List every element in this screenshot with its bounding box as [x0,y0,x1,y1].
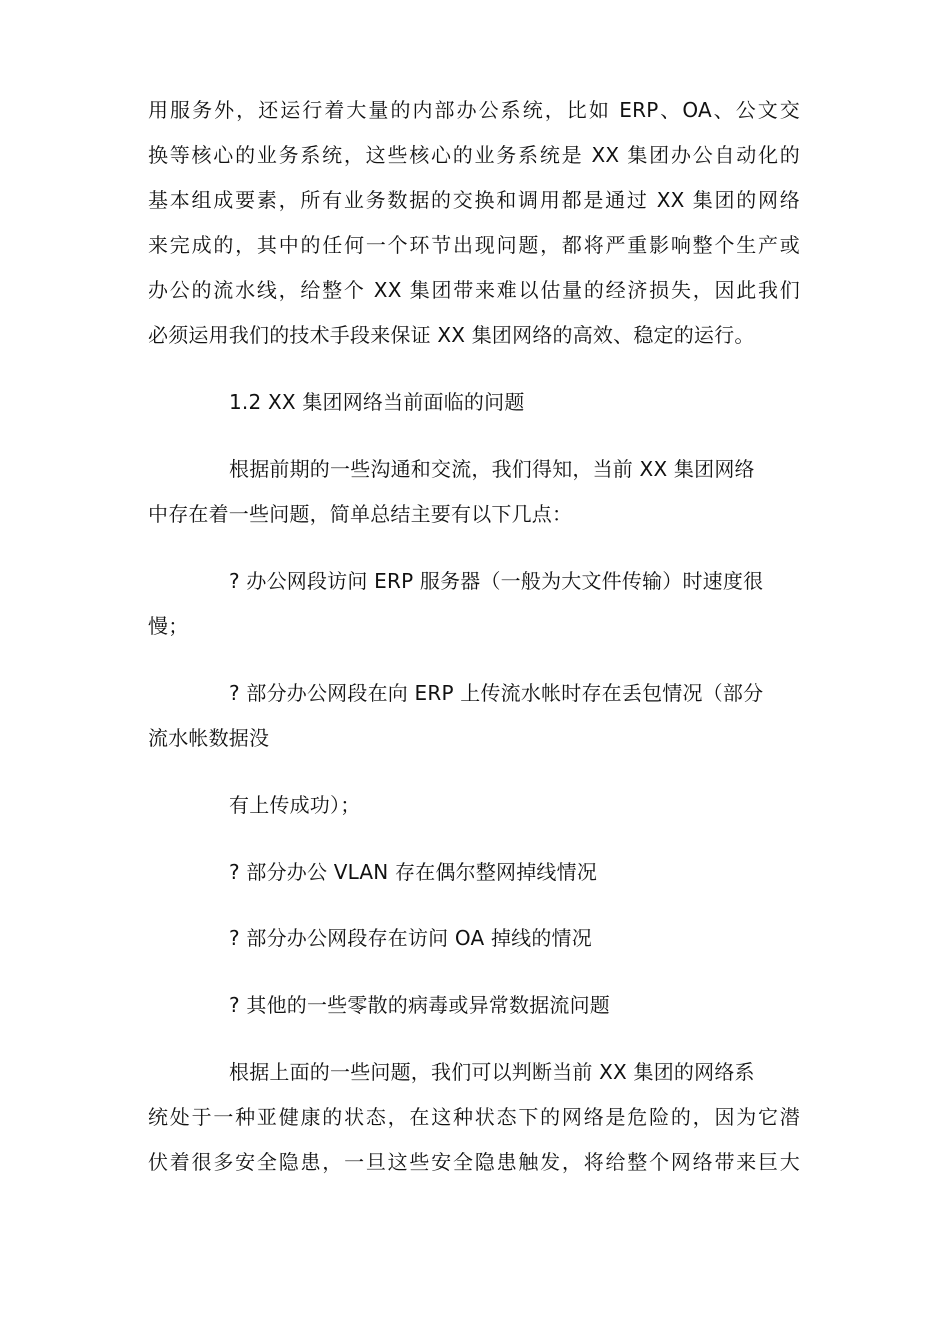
paragraph-line: 基本组成要素，所有业务数据的交换和调用都是通过 XX 集团的网络 [148,188,800,212]
paragraph-line: 用服务外，还运行着大量的内部办公系统，比如 ERP、OA、公文交 [148,98,800,122]
paragraph-line: 办公的流水线，给整个 XX 集团带来难以估量的经济损失，因此我们 [148,278,800,302]
bullet-item-continuation: 慢； [148,614,189,638]
paragraph-line: 中存在着一些问题，简单总结主要有以下几点： [148,502,573,526]
paragraph-line: 根据上面的一些问题，我们可以判断当前 XX 集团的网络系 [229,1060,755,1084]
section-heading: 1.2 XX 集团网络当前面临的问题 [229,390,525,414]
paragraph-line: 换等核心的业务系统，这些核心的业务系统是 XX 集团办公自动化的 [148,143,800,167]
bullet-item: ? 办公网段访问 ERP 服务器（一般为大文件传输）时速度很 [229,569,764,593]
bullet-item: ? 部分办公 VLAN 存在偶尔整网掉线情况 [229,860,598,884]
bullet-item-continuation: 有上传成功）； [229,793,361,817]
bullet-item: ? 部分办公网段在向 ERP 上传流水帐时存在丢包情况（部分 [229,681,764,705]
bullet-item-continuation: 流水帐数据没 [148,726,270,750]
paragraph-line: 伏着很多安全隐患，一旦这些安全隐患触发，将给整个网络带来巨大 [148,1150,800,1174]
paragraph-line: 根据前期的一些沟通和交流，我们得知，当前 XX 集团网络 [229,457,755,481]
paragraph-line: 来完成的，其中的任何一个环节出现问题，都将严重影响整个生产或 [148,233,800,257]
paragraph-line: 必须运用我们的技术手段来保证 XX 集团网络的高效、稳定的运行。 [148,323,755,347]
bullet-item: ? 其他的一些零散的病毒或异常数据流问题 [229,993,610,1017]
bullet-item: ? 部分办公网段存在访问 OA 掉线的情况 [229,926,592,950]
paragraph-line: 统处于一种亚健康的状态，在这种状态下的网络是危险的，因为它潜 [148,1105,800,1129]
